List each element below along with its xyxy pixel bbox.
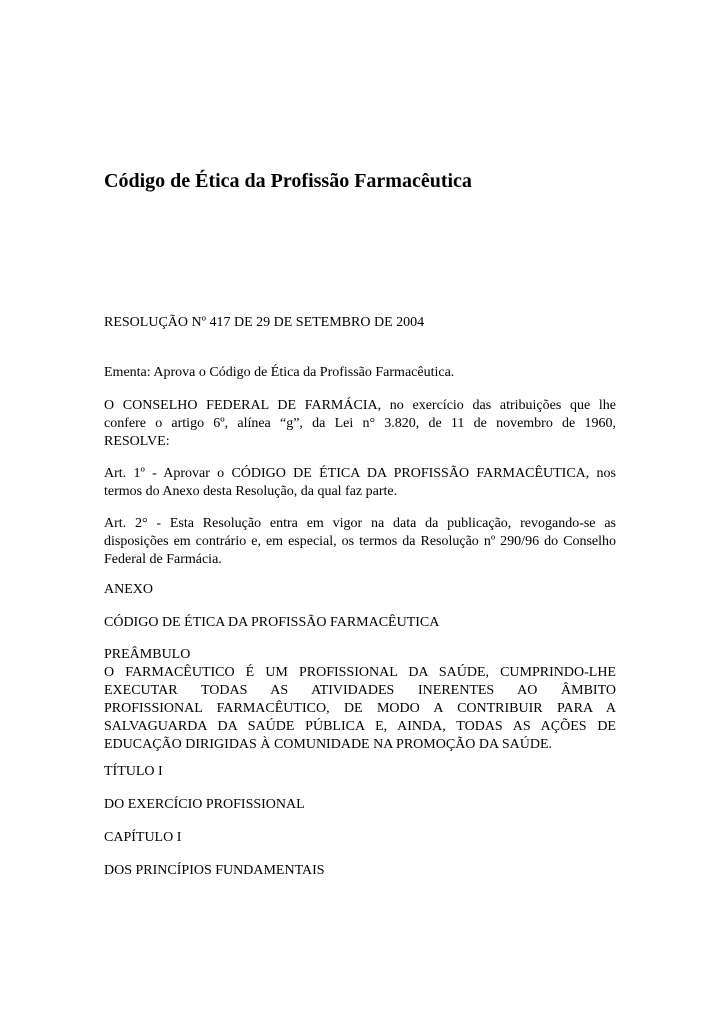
preambulo-line-2: EXECUTAR TODAS AS ATIVIDADES INERENTES AO ÂMBITO	[104, 683, 616, 698]
titulo-name: DO EXERCÍCIO PROFISSIONAL	[104, 797, 305, 812]
preambulo-line-3: PROFISSIONAL FARMACÊUTICO, DE MODO A CONTRIBUIR PARA A	[104, 701, 616, 716]
preambulo-section	[104, 646, 616, 754]
preambulo-heading: PREÂMBULO	[104, 647, 191, 662]
preamble-line-2: confere o artigo 6º, alínea “g”, da Lei n° 3.820, de 11 de novembro de 1960,	[104, 416, 616, 431]
annex-label: ANEXO	[104, 582, 153, 597]
capitulo-name: DOS PRINCÍPIOS FUNDAMENTAIS	[104, 863, 325, 878]
capitulo-heading: CAPÍTULO I	[104, 830, 182, 845]
article-1-line-1: Art. 1º - Aprovar o CÓDIGO DE ÉTICA DA PROFISSÃO FARMACÊUTICA, nos	[104, 466, 616, 481]
article-2	[104, 515, 616, 569]
preambulo-line-1: O FARMACÊUTICO É UM PROFISSIONAL DA SAÚDE, CUMPRINDO-LHE	[104, 665, 616, 680]
preamble-line-3: RESOLVE:	[104, 434, 170, 449]
article-1	[104, 465, 616, 501]
article-1-line-2: termos do Anexo desta Resolução, da qual faz parte.	[104, 484, 398, 499]
titulo-heading: TÍTULO I	[104, 764, 163, 779]
document-title: Código de Ética da Profissão Farmacêutica	[104, 170, 472, 192]
resolution-heading: RESOLUÇÃO Nº 417 DE 29 DE SETEMBRO DE 2004	[104, 315, 425, 330]
article-2-line-3: Federal de Farmácia.	[104, 552, 222, 567]
preamble-line-1: O CONSELHO FEDERAL DE FARMÁCIA, no exercício das atribuições que lhe	[104, 398, 616, 413]
preamble-paragraph	[104, 397, 616, 451]
annex-title: CÓDIGO DE ÉTICA DA PROFISSÃO FARMACÊUTICA	[104, 615, 440, 630]
preambulo-line-5: EDUCAÇÃO DIRIGIDAS À COMUNIDADE NA PROMOÇÃO DA SAÚDE.	[104, 737, 553, 752]
ementa-text: Ementa: Aprova o Código de Ética da Profissão Farmacêutica.	[104, 365, 455, 380]
preambulo-line-4: SALVAGUARDA DA SAÚDE PÚBLICA E, AINDA, TODAS AS AÇÕES DE	[104, 719, 616, 734]
article-2-line-2: disposições em contrário e, em especial, os termos da Resolução nº 290/96 do Conselho	[104, 534, 616, 549]
article-2-line-1: Art. 2° - Esta Resolução entra em vigor na data da publicação, revogando-se as	[104, 516, 616, 531]
